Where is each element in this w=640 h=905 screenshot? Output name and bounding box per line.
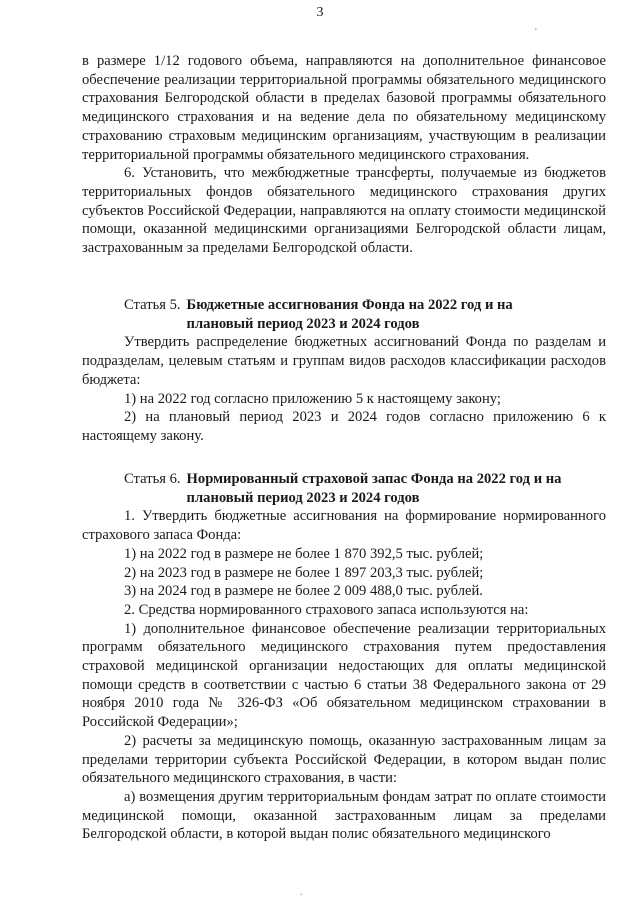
article-5 <box>82 296 606 446</box>
article-5-item: 1) на 2022 год согласно приложению 5 к настоящему закону; <box>124 390 501 407</box>
article-6-number: Статья 6. <box>124 471 181 487</box>
paragraph-item-6: 6. Установить, что межбюджетные трансферты, получаемые из бюджетов территориальных фондов обязательного медицинского страхования других субъектов Российской Федерации, направляются на оплату стоимости медицинской помощи, оказанной медицинскими организациями Белгородской области лицам, застрахованным за пределами Белгородской области. <box>82 165 606 257</box>
article-5-title <box>187 296 606 333</box>
article-6 <box>82 470 606 844</box>
article-5-title-line1: Бюджетные ассигнования Фонда на 2022 год и на <box>186 297 513 313</box>
article-5-item: 2) на плановый период 2023 и 2024 годов согласно приложению 6 к настоящему закону. <box>82 409 606 444</box>
article-6-item: 2) на 2023 год в размере не более 1 897 203,3 тыс. рублей; <box>124 564 484 581</box>
page-number: 3 <box>316 5 324 20</box>
article-5-title-line2: плановый период 2023 и 2024 годов <box>186 315 420 332</box>
article-5-paragraph: Утвердить распределение бюджетных ассигнований Фонда по разделам и подразделам, целевым статьям и группам видов расходов классификации расходов бюджета: <box>82 334 606 388</box>
article-6-title <box>187 470 606 507</box>
article-6-subitem: а) возмещения другим территориальным фондам затрат по оплате стоимости медицинской помощи, оказанной застрахованным лицам за пределами Белгородской области, в которой выдан полис обязательного медицинского <box>82 788 606 843</box>
article-6-title-line2: плановый период 2023 и 2024 годов <box>186 489 420 506</box>
section-continuation <box>82 52 606 258</box>
article-6-heading <box>82 470 606 507</box>
article-6-item: 1) на 2022 год в размере не более 1 870 392,5 тыс. рублей; <box>124 545 484 562</box>
article-6-paragraph: 1. Утвердить бюджетные ассигнования на формирование нормированного страхового запаса Фонда: <box>82 508 606 544</box>
article-5-number: Статья 5. <box>124 297 181 313</box>
article-6-title-line1: Нормированный страховой запас Фонда на 2022 год и на <box>186 471 562 487</box>
article-6-paragraph: 2. Средства нормированного страхового запаса используются на: <box>124 601 529 618</box>
scan-speck: ' <box>535 27 537 38</box>
article-6-item: 3) на 2024 год в размере не более 2 009 488,0 тыс. рублей. <box>124 583 483 600</box>
article-6-item: 1) дополнительное финансовое обеспечение реализации территориальных программ обязательного медицинского страхования путем предоставления страховой медицинской организации недостающих для оплаты медицинской помощи средств в соответствии с частью 6 статьи 38 Федерального закона от 29 ноября 2010 года № 326-ФЗ «Об обязательном медицинском страховании в Российской Федерации»; <box>82 620 606 731</box>
article-5-heading <box>82 296 606 333</box>
scan-speck: . <box>300 887 303 898</box>
paragraph-continuation: в размере 1/12 годового объема, направляются на дополнительное финансовое обеспечение реализации территориальной программы обязательного медицинского страхования Белгородской области в пределах базовой программы обязательного медицинского страхования и на ведение дела по обязательному медицинскому страхованию страховым медицинским организациям, участвующим в реализации территориальной программы обязательного медицинского страхования. <box>82 53 606 163</box>
article-6-item: 2) расчеты за медицинскую помощь, оказанную застрахованным лицам за пределами территории субъекта Российской Федерации, в котором выдан полис обязательного медицинского страхования, в части: <box>82 732 606 787</box>
